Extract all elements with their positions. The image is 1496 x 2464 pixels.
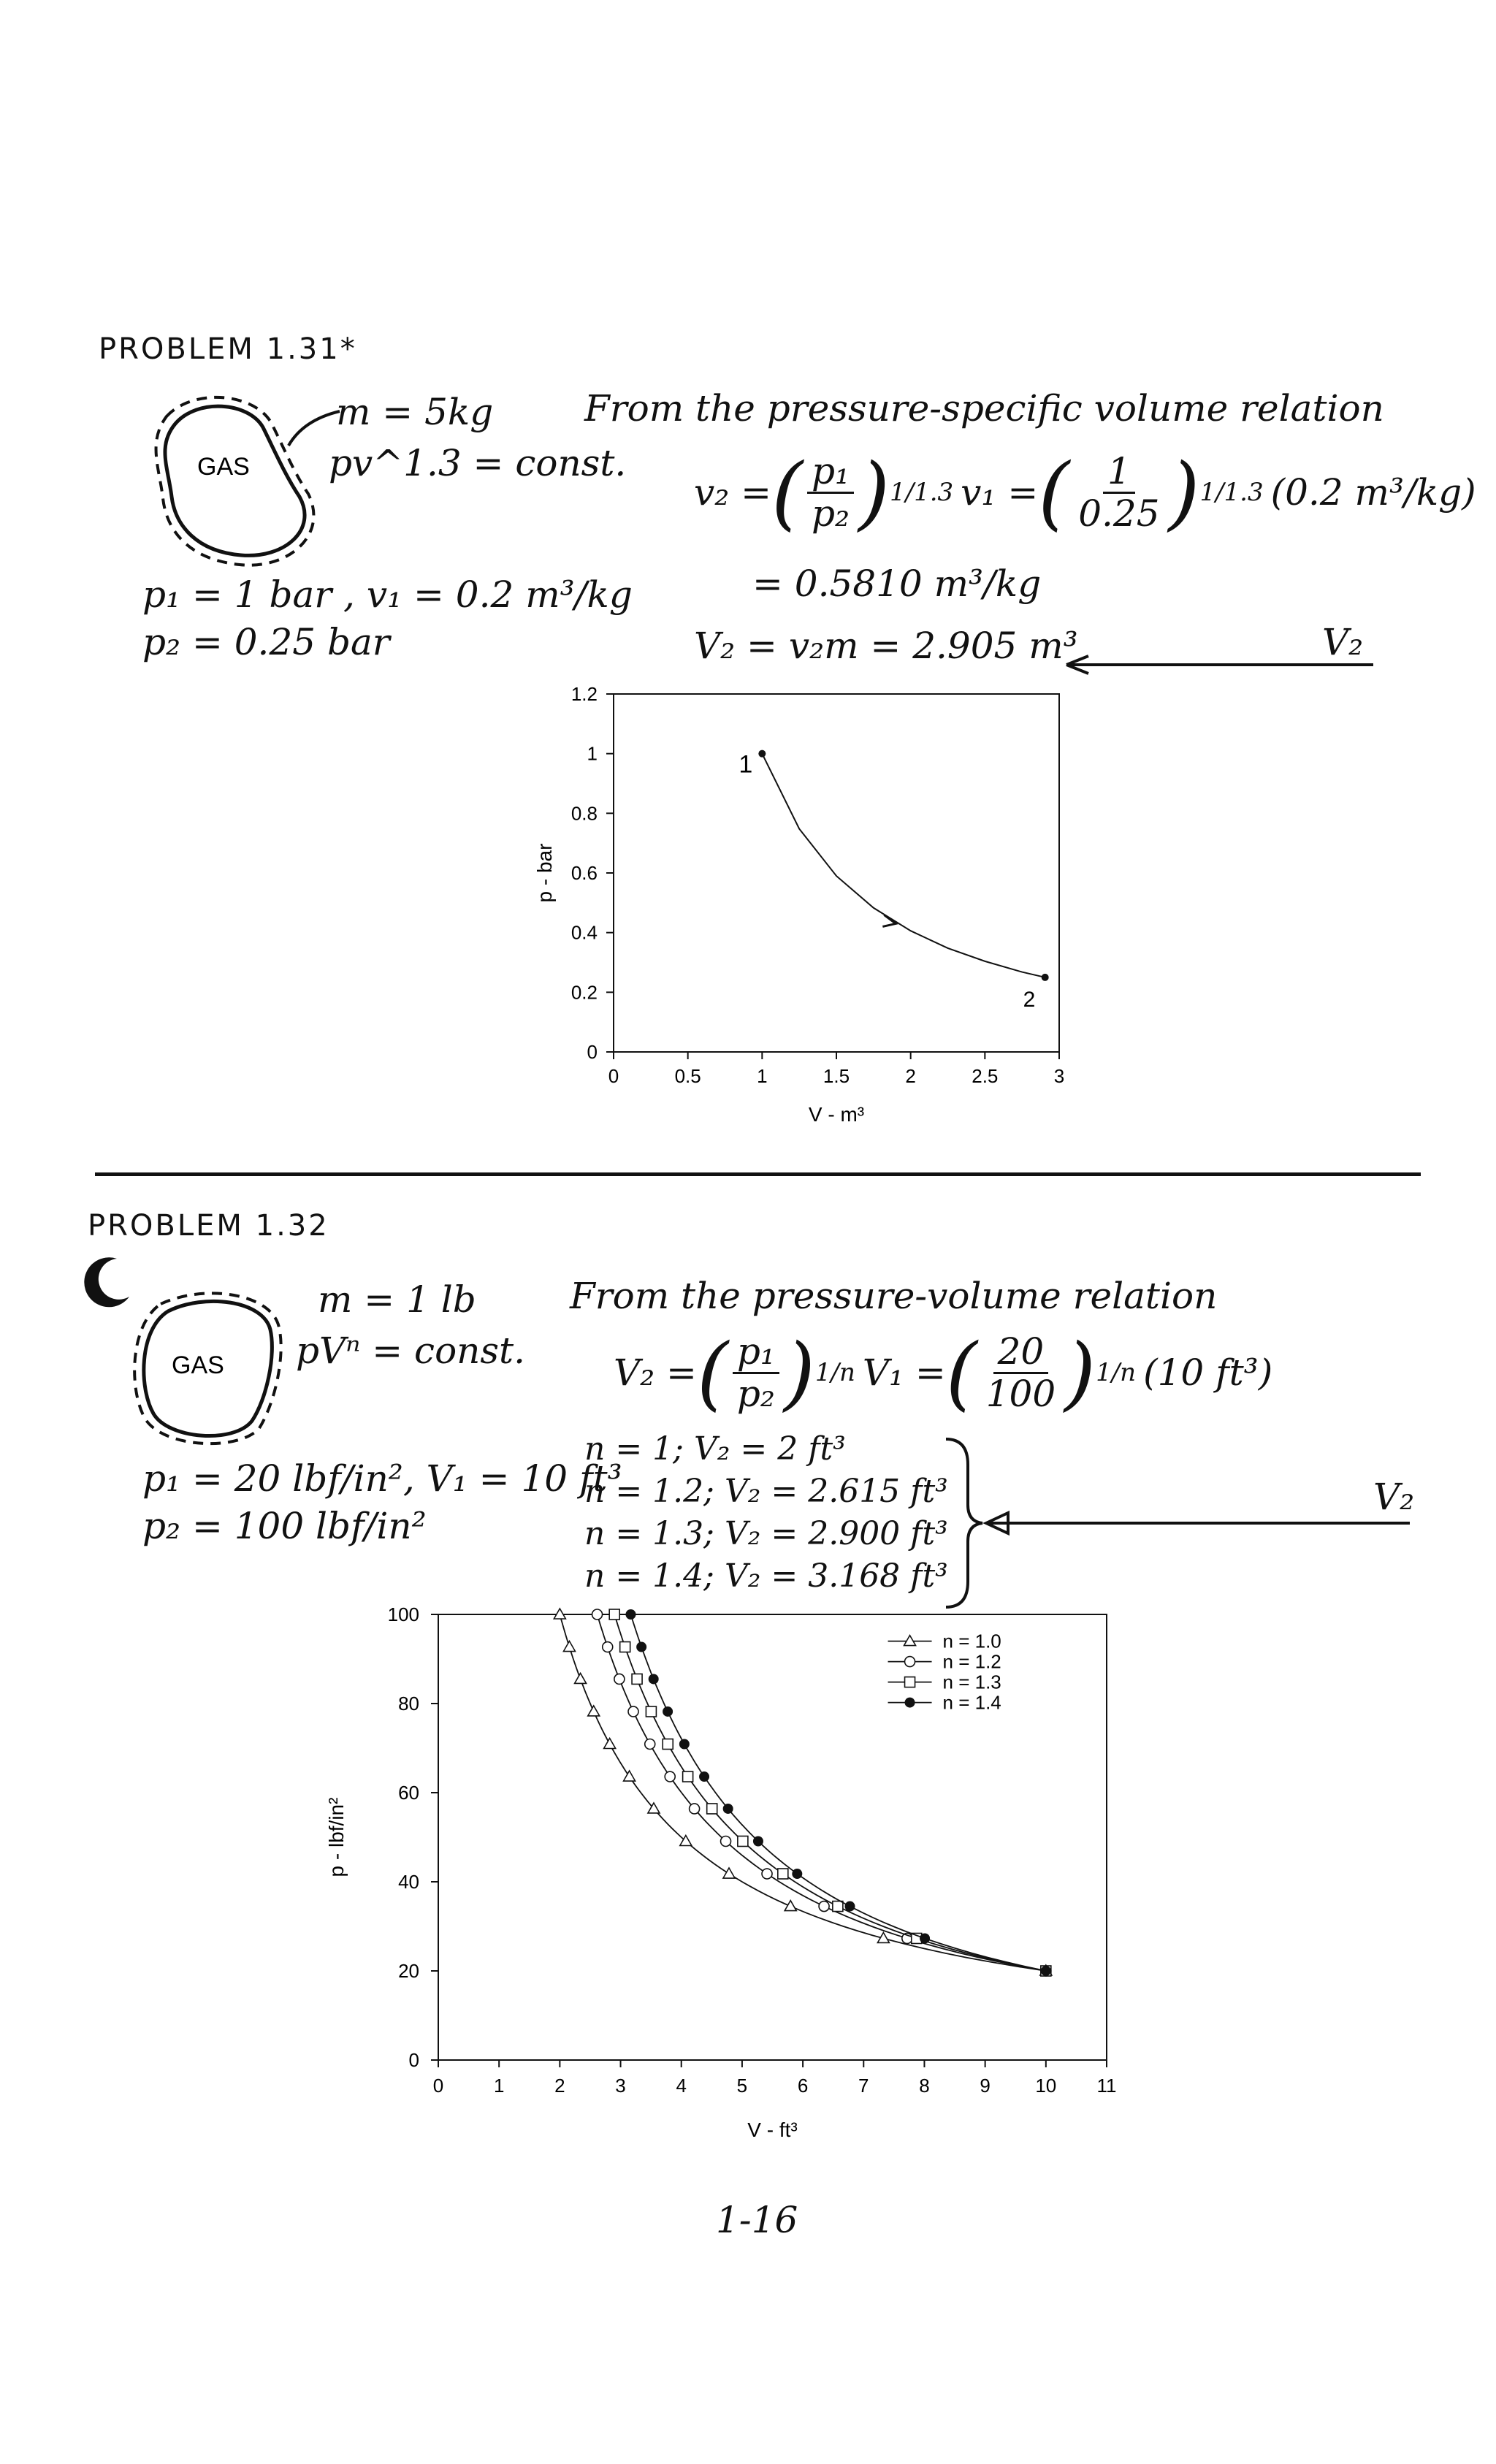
data-point	[683, 1771, 693, 1782]
y-tick-label: 1	[587, 742, 598, 765]
x-tick-label: 0.5	[674, 1065, 701, 1087]
exponent-2-32: 1/n	[1096, 1358, 1137, 1387]
data-point	[753, 1836, 763, 1846]
data-point	[614, 1674, 625, 1684]
x-tick-label: 4	[676, 2075, 687, 2097]
case-n-1-3: n = 1.3; V₂ = 2.900 ft³	[584, 1515, 948, 1552]
state-2-label: 2	[1023, 987, 1036, 1012]
x-tick-label: 3	[1053, 1065, 1065, 1087]
y-tick-label: 0	[408, 2049, 419, 2071]
paren-close-2-32: )	[1064, 1326, 1096, 1419]
data-point	[603, 1642, 613, 1652]
x-tick-label: 0	[608, 1065, 619, 1087]
result-volume: V₂ = v₂m = 2.905 m³	[694, 625, 1078, 667]
data-point	[563, 1641, 575, 1652]
plot-frame	[438, 1614, 1107, 2060]
state-2-point	[1042, 974, 1049, 981]
exponent-32: 1/n	[814, 1358, 855, 1387]
legend-label: n = 1.3	[942, 1671, 1001, 1693]
x-tick-label: 1.5	[823, 1065, 850, 1087]
paren-open-32: (	[696, 1326, 728, 1419]
y-tick-label: 0.4	[570, 921, 598, 944]
plot-frame	[614, 694, 1059, 1052]
data-point	[679, 1739, 690, 1750]
data-point	[649, 1674, 659, 1684]
data-point	[592, 1609, 603, 1620]
data-point	[588, 1706, 600, 1716]
legend-marker	[904, 1636, 916, 1646]
x-tick-label: 0	[432, 2075, 444, 2097]
cases-list	[584, 1428, 948, 1598]
mass-32: m = 1 lb	[318, 1278, 476, 1321]
data-point	[833, 1902, 843, 1912]
chart-p-v-32	[292, 1593, 1183, 2162]
mass-31: m = 5kg	[336, 391, 494, 433]
x-axis-label: V - ft³	[747, 2118, 798, 2141]
data-point	[1041, 1966, 1051, 1976]
data-point	[778, 1869, 788, 1879]
legend-marker	[905, 1657, 915, 1667]
y-axis-label: p - lbf/in²	[325, 1797, 348, 1877]
paren-open-2-32: (	[945, 1326, 977, 1419]
x-tick-label: 9	[980, 2075, 991, 2097]
data-point	[646, 1706, 656, 1717]
x-tick-label: 7	[858, 2075, 869, 2097]
eq-tail: (0.2 m³/kg)	[1270, 471, 1476, 514]
y-tick-label: 0.8	[570, 802, 598, 825]
y-tick-label: 0.6	[570, 862, 598, 884]
x-tick-label: 3	[615, 2075, 626, 2097]
section-divider	[95, 1172, 1421, 1176]
paren-open-2: (	[1038, 446, 1070, 539]
legend-label: n = 1.4	[942, 1691, 1001, 1714]
data-point	[844, 1902, 855, 1912]
gas-label-31: GAS	[197, 453, 250, 481]
y-tick-label: 20	[398, 1960, 419, 1982]
arrow-label-32: V₂	[1373, 1476, 1415, 1518]
polytropic-relation-31: pv^1.3 = const.	[329, 442, 627, 484]
x-tick-label: 5	[736, 2075, 748, 2097]
data-point	[663, 1706, 673, 1717]
equation-31	[694, 446, 1476, 539]
legend-marker	[905, 1677, 915, 1687]
result-specific-volume: = 0.5810 m³/kg	[752, 562, 1042, 605]
paren-open: (	[771, 446, 804, 539]
y-tick-label: 60	[398, 1782, 419, 1804]
data-point	[636, 1642, 646, 1652]
solution-intro-31: From the pressure-specific volume relation	[584, 387, 1384, 430]
data-point	[609, 1609, 619, 1620]
data-point	[699, 1771, 709, 1782]
eq-lhs-32: V₂ =	[614, 1351, 697, 1394]
x-tick-label: 1	[757, 1065, 768, 1087]
data-point	[723, 1868, 735, 1878]
data-point	[690, 1804, 700, 1814]
case-n-1-2: n = 1.2; V₂ = 2.615 ft³	[584, 1473, 948, 1510]
data-point	[762, 1869, 772, 1879]
x-tick-label: 11	[1096, 2075, 1117, 2097]
data-point	[721, 1836, 731, 1846]
fraction-p1-p2: $\frac{\text{p₁}}{\text{p₂}}$	[807, 451, 854, 534]
given-line-1-32: p₁ = 20 lbf/in², V₁ = 10 ft³	[142, 1457, 622, 1500]
equation-32	[614, 1326, 1272, 1419]
data-point	[620, 1642, 630, 1652]
data-point	[707, 1804, 717, 1814]
solution-intro-32: From the pressure-volume relation	[570, 1275, 1218, 1317]
x-tick-label: 1	[493, 2075, 505, 2097]
data-point	[665, 1771, 675, 1782]
data-point	[920, 1933, 930, 1943]
data-point	[625, 1609, 636, 1620]
gas-system-32-icon	[124, 1289, 314, 1450]
arrow-32-icon	[979, 1508, 1417, 1538]
data-point	[645, 1739, 655, 1750]
x-axis-label: V - m³	[808, 1103, 865, 1126]
page-number: 1-16	[716, 2199, 798, 2241]
eq-mid: v₁ =	[961, 471, 1039, 514]
data-point	[604, 1739, 616, 1749]
y-axis-label: p - bar	[533, 843, 556, 903]
fraction-numeric: $\frac{1}{0.25}$	[1078, 449, 1160, 535]
eq-tail-32: (10 ft³)	[1143, 1351, 1273, 1394]
process-curve	[762, 754, 1045, 977]
x-tick-label: 2.5	[972, 1065, 999, 1087]
data-point	[624, 1771, 636, 1781]
arrow-label-31: V₂	[1322, 621, 1364, 663]
paren-close: )	[858, 446, 890, 539]
given-line-2-31: p₂ = 0.25 bar	[142, 621, 390, 663]
legend-label: n = 1.2	[942, 1650, 1001, 1673]
data-point	[819, 1902, 829, 1912]
y-tick-label: 80	[398, 1693, 419, 1714]
chart-p-v-31	[526, 679, 1154, 1176]
problem-32-title: PROBLEM 1.32	[88, 1209, 329, 1243]
data-point	[785, 1901, 796, 1911]
x-tick-label: 2	[554, 2075, 565, 2097]
x-tick-label: 8	[919, 2075, 930, 2097]
gas-label-32: GAS	[172, 1351, 224, 1379]
x-tick-label: 2	[905, 1065, 916, 1087]
data-point	[575, 1673, 587, 1683]
leader-line-31-icon	[285, 405, 343, 449]
x-tick-label: 6	[797, 2075, 809, 2097]
eq-mid-32: V₁ =	[862, 1351, 946, 1394]
legend-marker	[905, 1698, 915, 1708]
given-line-1-31: p₁ = 1 bar , v₁ = 0.2 m³/kg	[142, 573, 633, 616]
data-point	[632, 1674, 642, 1684]
x-tick-label: 10	[1035, 2075, 1057, 2097]
legend-label: n = 1.0	[942, 1630, 1001, 1652]
data-point	[663, 1739, 673, 1750]
polytropic-relation-32: pVⁿ = const.	[296, 1330, 526, 1372]
state-1-label: 1	[739, 750, 753, 779]
case-n-1-4: n = 1.4; V₂ = 3.168 ft³	[584, 1557, 948, 1595]
data-point	[723, 1804, 733, 1814]
data-point	[792, 1869, 802, 1879]
paren-close-2: )	[1168, 446, 1200, 539]
case-n-1-0: n = 1; V₂ = 2 ft³	[584, 1430, 846, 1468]
data-point	[628, 1706, 638, 1717]
exponent: 1/1.3	[890, 478, 954, 507]
y-tick-label: 0	[587, 1041, 598, 1063]
y-tick-label: 40	[398, 1871, 419, 1893]
y-tick-label: 100	[387, 1603, 419, 1625]
problem-31-title: PROBLEM 1.31*	[99, 332, 357, 366]
state-1-point	[758, 750, 766, 758]
y-tick-label: 1.2	[570, 683, 598, 705]
given-line-2-32: p₂ = 100 lbf/in²	[142, 1505, 427, 1547]
y-tick-label: 0.2	[570, 981, 598, 1004]
fraction-p1-p2-32: $\frac{\text{p₁}}{\text{p₂}}$	[733, 1332, 779, 1414]
fraction-numeric-32: $\frac{20}{100}$	[985, 1330, 1056, 1415]
eq-lhs: v₂ =	[694, 471, 772, 514]
paren-close-32: )	[783, 1326, 815, 1419]
data-point	[738, 1836, 748, 1846]
exponent-2: 1/1.3	[1199, 478, 1264, 507]
